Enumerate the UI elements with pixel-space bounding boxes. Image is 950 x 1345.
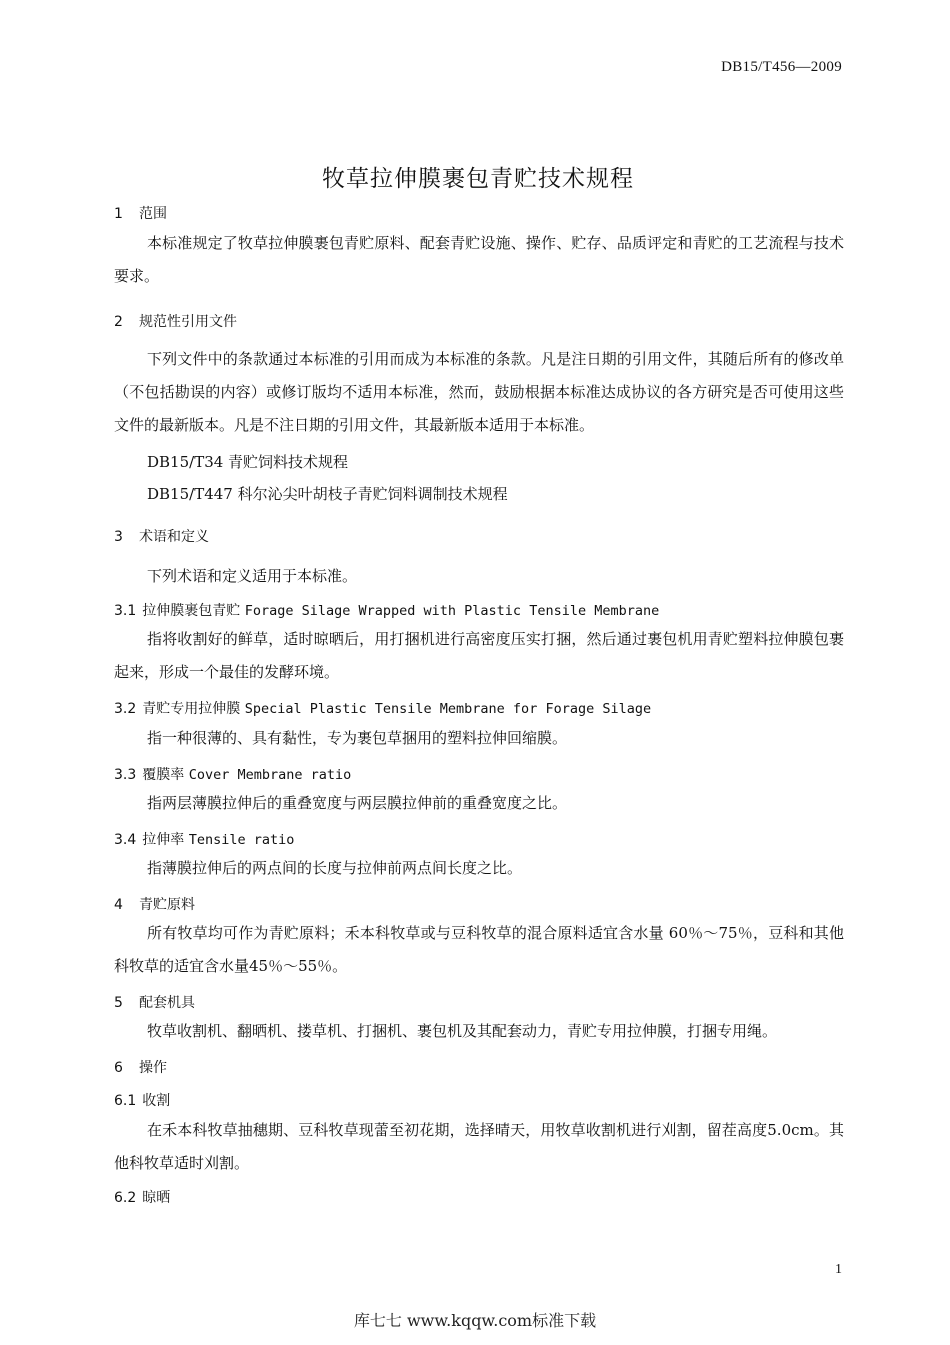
term-3-1-definition: 指将收割好的鲜草，适时晾晒后，用打捆机进行高密度压实打捆，然后通过裹包机用青贮塑料拉伸膜包裹起来，形成一个最佳的发酵环境。 xyxy=(114,630,844,681)
section-number: 2 xyxy=(114,314,123,330)
term-english: Cover Membrane ratio xyxy=(188,767,352,783)
section-5-heading xyxy=(114,992,844,1012)
subsection-number: 6.1 xyxy=(114,1093,137,1109)
section-title: 规范性引用文件 xyxy=(139,314,237,330)
term-chinese: 拉伸膜裹包青贮 xyxy=(142,603,241,619)
subsection-title: 收割 xyxy=(142,1093,171,1109)
section-3-heading xyxy=(114,526,844,546)
section-1-heading xyxy=(114,203,844,223)
section-number: 6 xyxy=(114,1060,123,1076)
subsection-number: 6.2 xyxy=(114,1190,137,1206)
section-number: 3 xyxy=(114,529,123,545)
section-title: 术语和定义 xyxy=(139,529,209,545)
section-4-heading xyxy=(114,894,844,914)
term-english: Tensile ratio xyxy=(188,832,295,848)
term-3-1-heading xyxy=(114,600,844,620)
term-chinese: 青贮专用拉伸膜 xyxy=(142,701,241,717)
term-3-4-definition: 指薄膜拉伸后的两点间的长度与拉伸前两点间长度之比。 xyxy=(147,859,523,877)
section-2-heading xyxy=(114,311,844,331)
subsection-6-1-paragraph: 在禾本科牧草抽穗期、豆科牧草现蕾至初花期，选择晴天，用牧草收割机进行刈割，留茬高度5.0cm。其他科牧草适时刈割。 xyxy=(114,1121,844,1172)
subsection-6-2-heading xyxy=(114,1187,844,1207)
section-title: 青贮原料 xyxy=(139,897,195,913)
section-title: 配套机具 xyxy=(139,995,195,1011)
term-number: 3.3 xyxy=(114,767,137,783)
section-6-heading xyxy=(114,1057,844,1077)
section-title: 操作 xyxy=(139,1060,167,1076)
term-3-4-heading xyxy=(114,829,844,849)
term-number: 3.1 xyxy=(114,603,137,619)
download-watermark-text: 库七七 www.kqqw.com标准下载 xyxy=(353,1311,597,1330)
section-title: 范围 xyxy=(139,206,167,222)
section-2-paragraph: 下列文件中的条款通过本标准的引用而成为本标准的条款。凡是注日期的引用文件，其随后所有的修改单（不包括勘误的内容）或修订版均不适用本标准，然而，鼓励根据本标准达成协议的各方研究是否可使用这些文件的最新版本。凡是不注日期的引用文件，其最新版本适用于本标准。 xyxy=(114,350,844,434)
term-3-2-heading xyxy=(114,698,844,718)
section-4-paragraph: 所有牧草均可作为青贮原料；禾本科牧草或与豆科牧草的混合原料适宜含水量 60％～75％，豆科和其他科牧草的适宜含水量45％～55％。 xyxy=(114,924,844,975)
section-number: 1 xyxy=(114,206,123,222)
term-number: 3.2 xyxy=(114,701,137,717)
term-chinese: 拉伸率 xyxy=(142,832,185,848)
document-title: 牧草拉伸膜裹包青贮技术规程 xyxy=(322,166,634,192)
term-number: 3.4 xyxy=(114,832,137,848)
section-5-paragraph: 牧草收割机、翻晒机、搂草机、打捆机、裹包机及其配套动力，青贮专用拉伸膜，打捆专用绳。 xyxy=(147,1022,778,1040)
subsection-6-1-heading xyxy=(114,1090,844,1110)
normative-reference: DB15/T34 青贮饲料技术规程 xyxy=(147,453,349,471)
normative-reference: DB15/T447 科尔沁尖叶胡枝子青贮饲料调制技术规程 xyxy=(147,485,508,503)
section-number: 5 xyxy=(114,995,123,1011)
term-3-3-heading xyxy=(114,764,844,784)
standard-code: DB15/T456—2009 xyxy=(721,59,842,75)
term-3-2-definition: 指一种很薄的、具有黏性，专为裹包草捆用的塑料拉伸回缩膜。 xyxy=(147,729,568,747)
subsection-title: 晾晒 xyxy=(142,1190,171,1206)
section-1-paragraph: 本标准规定了牧草拉伸膜裹包青贮原料、配套青贮设施、操作、贮存、品质评定和青贮的工艺流程与技术要求。 xyxy=(114,234,844,285)
section-number: 4 xyxy=(114,897,123,913)
term-3-3-definition: 指两层薄膜拉伸后的重叠宽度与两层膜拉伸前的重叠宽度之比。 xyxy=(147,794,568,812)
section-3-paragraph: 下列术语和定义适用于本标准。 xyxy=(147,567,358,585)
term-english: Special Plastic Tensile Membrane for Forage Silage xyxy=(244,701,652,717)
term-chinese: 覆膜率 xyxy=(142,767,185,783)
term-english: Forage Silage Wrapped with Plastic Tensile Membrane xyxy=(244,603,660,619)
page-number: 1 xyxy=(835,1262,842,1277)
